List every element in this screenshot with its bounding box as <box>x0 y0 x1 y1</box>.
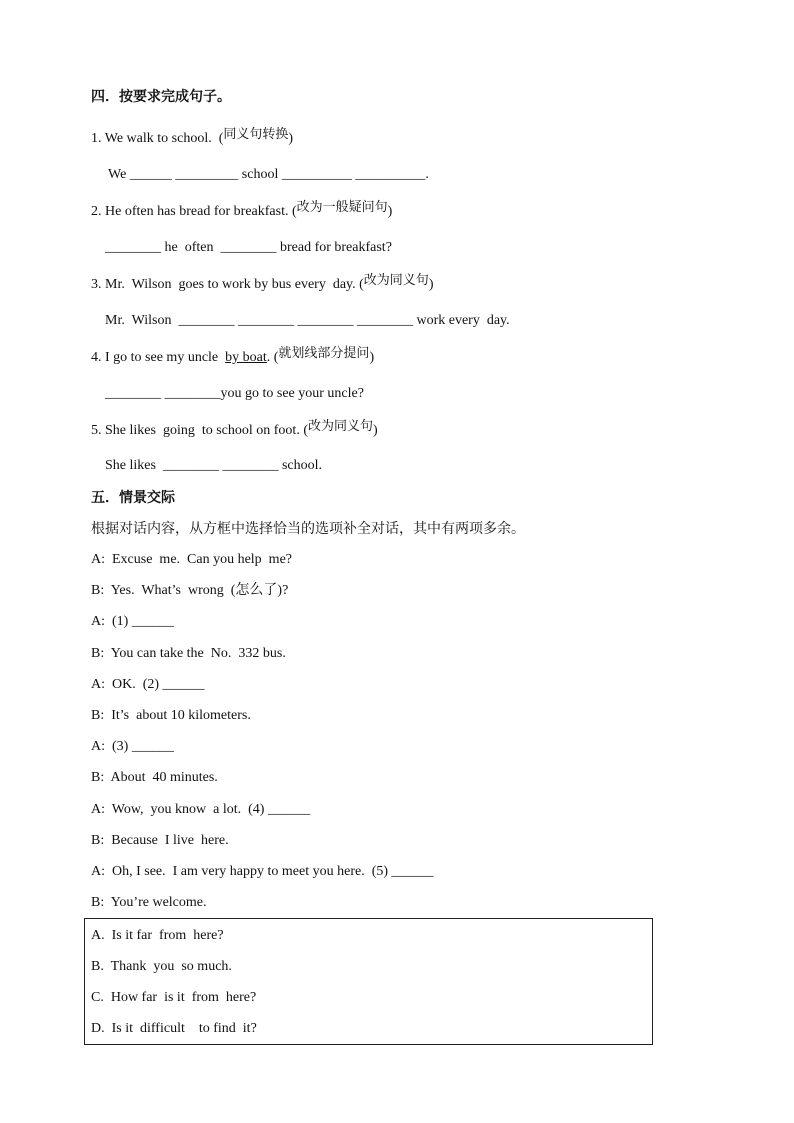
section-4-title: 四．按要求完成句子。 <box>91 89 231 105</box>
dialog-line: A: (1) ______ <box>91 614 174 629</box>
question-text: 5. She likes going to school on foot. ( <box>91 423 308 438</box>
dialog-line: A: Excuse me. Can you help me? <box>91 552 293 567</box>
dialog-line: A: (3) ______ <box>91 739 174 754</box>
question-hint: 改为同义句 <box>363 273 429 288</box>
question-1 <box>91 127 294 148</box>
question-text: 3. Mr. Wilson goes to work by bus every day. ( <box>91 277 364 292</box>
answer-line-4: ________ ________you go to see your uncle? <box>105 386 364 401</box>
question-hint: 同义句转换 <box>223 127 289 142</box>
option-b: B. Thank you so much. <box>91 959 232 974</box>
section-5-title: 五．情景交际 <box>91 490 175 506</box>
section-5-instruction: 根据对话内容，从方框中选择恰当的选项补全对话，其中有两项多余。 <box>91 521 525 537</box>
dialog-line: B: You’re welcome. <box>91 895 207 910</box>
option-a: A. Is it far from here? <box>91 928 224 943</box>
dialog-line: B: You can take the No. 332 bus. <box>91 646 286 661</box>
question-5 <box>91 419 378 440</box>
question-text-tail: . ( <box>266 350 279 365</box>
answer-line-2: ________ he often ________ bread for breakfast? <box>105 240 392 255</box>
dialog-line: A: OK. (2) ______ <box>91 677 205 692</box>
question-paren: ) <box>373 423 378 438</box>
question-hint: 就划线部分提问 <box>278 346 370 361</box>
answer-line-1: We ______ _________ school __________ __________. <box>108 167 429 182</box>
dialog-line: A: Wow, you know a lot. (4) ______ <box>91 802 310 817</box>
dialog-line: B: Because I live here. <box>91 833 229 848</box>
dialog-line <box>91 582 288 600</box>
dialog-line: B: It’s about 10 kilometers. <box>91 708 251 723</box>
option-c: C. How far is it from here? <box>91 990 257 1005</box>
question-paren: ) <box>428 277 434 292</box>
options-box <box>84 918 653 1045</box>
question-hint: 改为一般疑问句 <box>296 200 388 215</box>
question-paren: ) <box>369 350 375 365</box>
question-text: 2. He often has bread for breakfast. ( <box>91 204 297 219</box>
dialog-line: A: Oh, I see. I am very happy to meet you here. (5) ______ <box>91 864 434 879</box>
question-4 <box>91 346 375 367</box>
question-3 <box>91 273 434 294</box>
underlined-phrase: by boat <box>225 350 267 365</box>
dialog-text: B: Yes. What’s wrong (怎么了)? <box>91 583 289 598</box>
question-text: 1. We walk to school. ( <box>91 131 224 146</box>
answer-line-5: She likes ________ ________ school. <box>105 458 322 473</box>
question-paren: ) <box>387 204 393 219</box>
question-hint: 改为同义句 <box>308 419 374 434</box>
dialog-line: B: About 40 minutes. <box>91 770 218 785</box>
question-2 <box>91 200 393 221</box>
answer-line-3: Mr. Wilson ________ ________ ________ ________ work every day. <box>105 313 510 328</box>
question-text: 4. I go to see my uncle <box>91 350 226 365</box>
question-paren: ) <box>288 131 294 146</box>
option-d: D. Is it difficult to find it? <box>91 1021 257 1036</box>
